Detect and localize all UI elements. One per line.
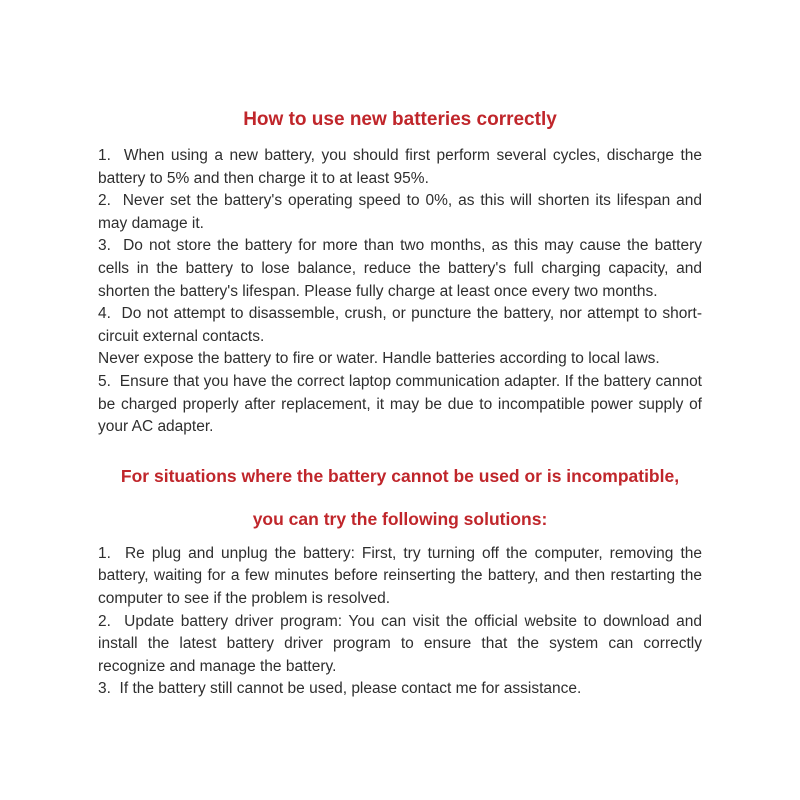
section1-body [98, 145, 702, 439]
section2-title-line1: For situations where the battery cannot be used or is incompatible, [120, 465, 680, 486]
instruction-item-1: 1. When using a new battery, you should first perform several cycles, discharge the battery to 5% and then charge it to at least 95%. [98, 147, 702, 187]
instruction-item-5: 5. Ensure that you have the correct laptop communication adapter. If the battery cannot be charged properly after replacement, it may be due to incompatible power supply of your AC adapter. [98, 372, 702, 436]
page-content [98, 0, 702, 701]
instruction-item-2: 2. Never set the battery's operating speed to 0%, as this will shorten its lifespan and may damage it. [98, 192, 702, 232]
instruction-item-3: 3. Do not store the battery for more than two months, as this may cause the battery cells in the battery to lose balance, reduce the battery's full charging capacity, and shorten the battery's lifespan. Please fully charge at least once every two months. [98, 237, 702, 300]
instruction-item-4: 4. Do not attempt to disassemble, crush, or puncture the battery, nor attempt to short-circuit external contacts. [98, 305, 702, 345]
section2-title-line2: you can try the following solutions: [252, 508, 548, 529]
solution-item-3: 3. If the battery still cannot be used, please contact me for assistance. [98, 680, 582, 698]
section2-body [98, 543, 702, 701]
instruction-note: Never expose the battery to fire or water. Handle batteries according to local laws. [98, 350, 660, 368]
solution-item-2: 2. Update battery driver program: You can visit the official website to download and install the latest battery driver program to ensure that the system can correctly recognize and manage the battery. [98, 612, 702, 675]
section1-title: How to use new batteries correctly [243, 109, 557, 130]
solution-item-1: 1. Re plug and unplug the battery: First, try turning off the computer, removing the battery, waiting for a few minutes before reinserting the battery, and then restarting the computer to see if the problem is resolved. [98, 544, 702, 607]
